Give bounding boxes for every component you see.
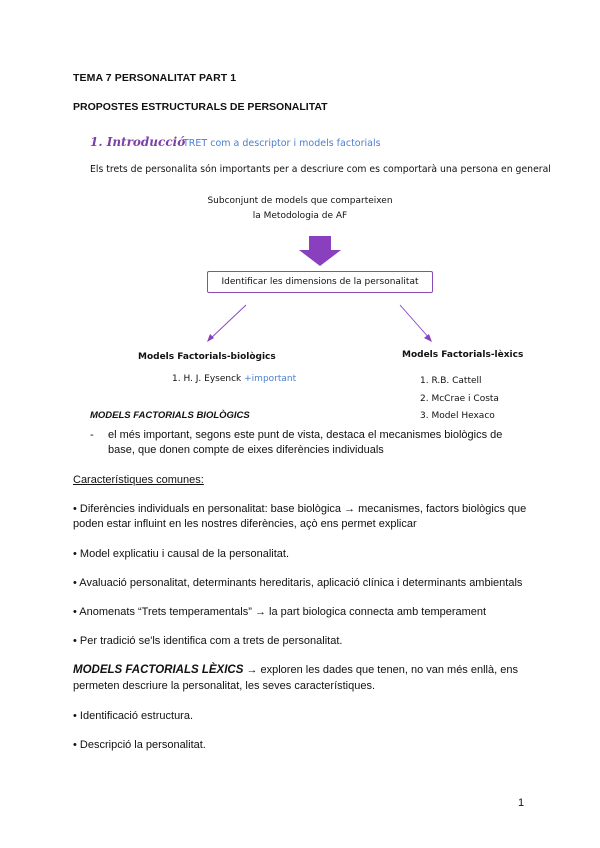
diagram-top-line-1: Subconjunt de models que comparteixen [207,196,393,206]
lexical-point-2: • Descripció la personalitat. [73,739,206,751]
lexical-point-1: • Identificació estructura. [73,710,194,722]
arrow-right-line [400,305,430,339]
characteristic-1: • Diferències individuals en personalitat: base biològica → mecanismes, factors biològics que poden estar influint en les nostres diferències, açò ens permet explicar [73,503,527,530]
important-note: +important [244,374,297,384]
characteristic-2: • Model explicatiu i causal de la personalitat. [73,548,290,560]
lexical-item-2: 2. McCrae i Costa [420,393,499,404]
intro-note: TRET com a descriptor i models factorials [183,138,381,149]
arrow-right-head-icon [424,334,432,342]
eysenck-item [172,374,296,384]
bio-dash: - [90,429,94,441]
arrow-left-head-icon [207,334,214,342]
lexical-models-list [420,373,499,426]
eysenck-label: 1. H. J. Eysenck [172,374,242,384]
lexical-item-1: 1. R.B. Cattell [420,376,482,386]
bio-text: el més important, segons este punt de vista, destaca el mecanismes biològics de base, que donen compte de eixes diferències individuals [108,429,503,456]
arrow-left-line [209,305,246,340]
page-number: 1 [518,797,525,809]
characteristics-heading: Característiques comunes: [73,474,204,486]
document-title: TEMA 7 PERSONALITAT PART 1 [73,72,237,84]
dimensions-box: Identificar les dimensions de la personalitat [207,271,433,293]
down-arrow-icon [299,236,341,266]
characteristic-4: • Anomenats “Trets temperamentals” → la part biologica connecta amb temperament [73,606,487,618]
intro-line: Els trets de personalita són importants per a descriure com es comportarà una persona en general [90,164,551,175]
biological-models-title: Models Factorials-biològics [138,352,276,362]
lexical-section-text: → exploren les dades que tenen, no van més enllà, ens permeten descriure la personalitat, les seves característiques. [73,664,518,692]
document-subtitle: PROPOSTES ESTRUCTURALS DE PERSONALITAT [73,101,328,113]
lexical-section [73,662,543,694]
diagram-top-line-2: la Metodologia de AF [252,211,348,221]
characteristic-3: • Avaluació personalitat, determinants hereditaris, aplicació clínica i determinants ambientals [73,577,523,589]
lexical-models-title: Models Factorials-lèxics [402,350,524,360]
lexical-item-3: 3. Model Hexaco [420,411,495,421]
characteristic-5: • Per tradició se'ls identifica com a trets de personalitat. [73,635,343,647]
bio-section-heading: MODELS FACTORIALS BIOLÒGICS [90,410,250,421]
lexical-section-heading: MODELS FACTORIALS LÈXICS [73,664,244,676]
intro-heading: 1. Introducció [90,135,186,149]
